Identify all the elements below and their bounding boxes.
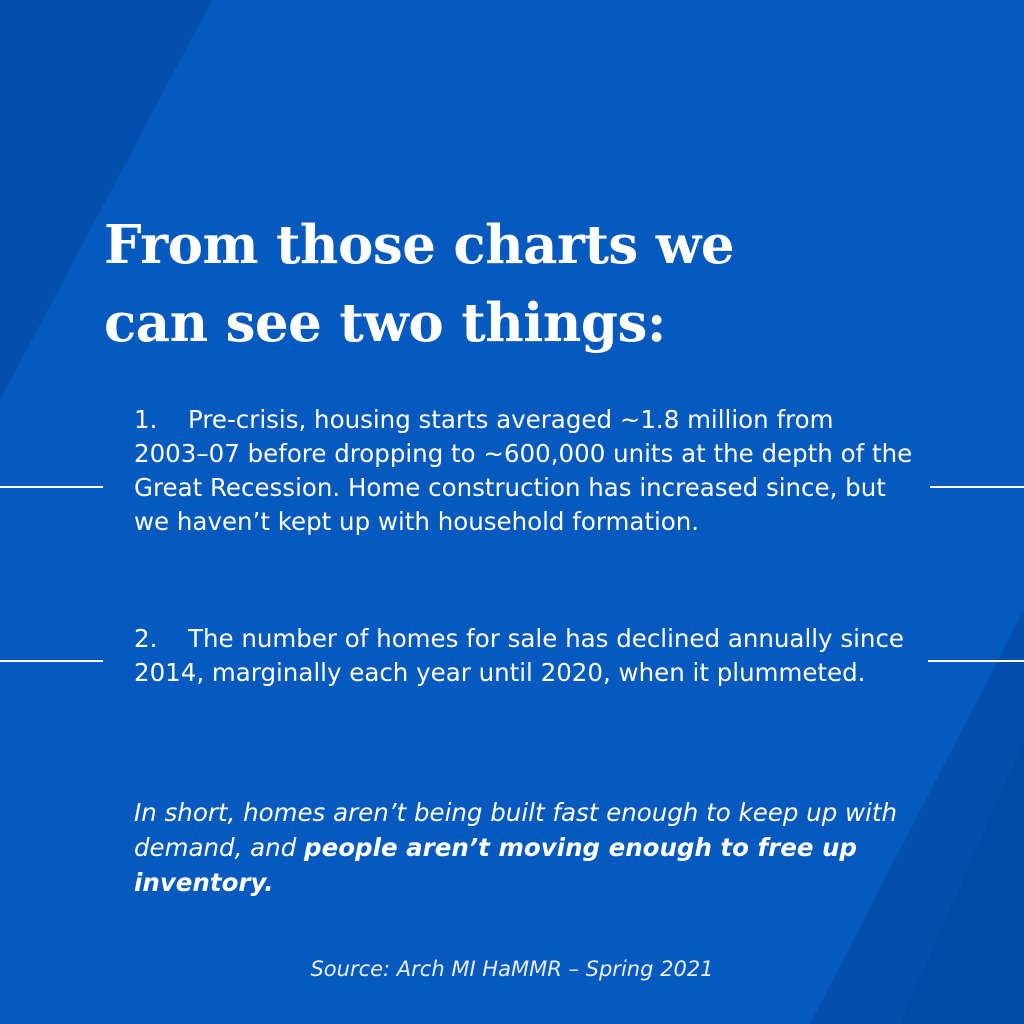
- point-2: [134, 622, 914, 690]
- headline-line-1: From those charts we: [104, 214, 735, 276]
- point-2-number: 2.: [134, 624, 158, 653]
- divider-right-1: [930, 486, 1024, 488]
- point-2-text: The number of homes for sale has declined annually since 2014, marginally each year until 2020, when it plummeted.: [134, 624, 904, 687]
- headline: [104, 206, 924, 362]
- headline-line-2: can see two things:: [104, 292, 666, 354]
- summary-emphasis: people aren’t moving enough to free up inventory.: [134, 833, 857, 897]
- point-1: [134, 403, 914, 539]
- divider-left-2: [0, 660, 103, 662]
- summary-text: In short, homes aren’t being built fast enough to keep up with demand, and: [134, 798, 898, 862]
- point-1-text: Pre-crisis, housing starts averaged ~1.8 million from 2003–07 before dropping to ~600,000 units at the depth of the Great Recession. Home construction has increased since, but we haven’t kept up with household formation.: [134, 405, 913, 536]
- summary: [134, 795, 924, 900]
- divider-left-1: [0, 486, 103, 488]
- source-citation: Source: Arch MI HaMMR – Spring 2021: [310, 957, 714, 981]
- divider-right-2: [928, 660, 1024, 662]
- point-1-number: 1.: [134, 405, 158, 434]
